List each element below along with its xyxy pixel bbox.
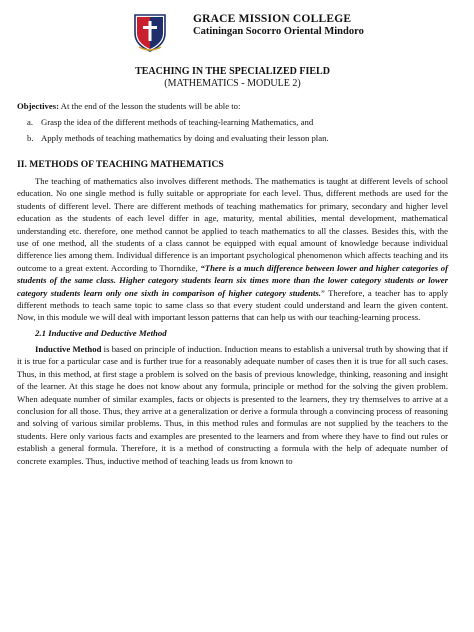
module-title-line1: TEACHING IN THE SPECIALIZED FIELD — [135, 66, 330, 77]
objective-item — [17, 116, 448, 129]
objective-marker: b. — [27, 133, 34, 143]
paragraph-text: The teaching of mathematics also involves different methods. The mathematics is taught at different levels of school education. No one single method is fully suitable or appropriate for each level. Thus, different methods are used for the students of different level. There are different methods of teaching mathematics for primary, secondary and higher level education as the students of each level differ in age, maturity, mental abilities, mental development, mathematical understanding etc. therefore, one method cannot be applied to teach mathematics to all the classes. Besides this, with the use of one method, all the students of a class cannot be equipped with equal amount of knowledge because individual difference lies among them. Individual difference is an important psychological phenomenon which affects teaching and its outcome to a great extent. According to Thorndike, — [17, 176, 448, 273]
objective-text: Apply methods of teaching mathematics by doing and evaluating their lesson plan. — [41, 133, 329, 143]
objectives-intro-text: At the end of the lesson the students will be able to: — [58, 101, 241, 111]
objectives-label: Objectives: — [17, 101, 59, 111]
module-title — [17, 66, 448, 90]
thorndike-quote: “There is a much difference between lower and higher categories of students of the same class. Higher category students learn six times more than the lower category students or lower category students learn only one sixth in comparison of higher category students. — [17, 262, 448, 298]
body-paragraph — [17, 343, 448, 467]
body-paragraph — [17, 175, 448, 324]
college-location: Catiningan Socorro Oriental Mindoro — [193, 26, 364, 37]
page-header — [17, 0, 448, 56]
objective-text: Grasp the idea of the different methods of teaching-learning Mathematics, and — [41, 117, 314, 127]
college-name: GRACE MISSION COLLEGE — [193, 13, 352, 25]
objective-marker: a. — [27, 117, 34, 127]
section-heading: II. METHODS OF TEACHING MATHEMATICS — [17, 159, 224, 170]
objectives-intro — [17, 100, 448, 113]
paragraph-text: is based on principle of induction. Induction means to establish a universal truth by showing that if it is true for a particular case and is further true for a reasonably adequate number of cases then it is true for all such cases. Thus, in this method, at first stage a problem is solved on the basis of previous knowledge, thinking, reasoning and insight of the learner. At this stage he does not know about any formula, principle or method for the solving the given problem. When adequate number of similar examples, facts or objects is presented to the learners, they try themselves to arrive at a conclusion for all those. Thus, they arrive at a generalization or derive a formula through a convincing process of reasoning and solving of various similar problems. Thus, in this method rules and formulas are not supplied by the teachers to the students. Here only various facts and examples are presented to the learners and from where they have to find out rules or establish a general formula. Therefore, it is a method of constructing a formula with the help of adequate number of concrete examples. Thus, inductive method of teaching leads us from known to — [17, 343, 448, 466]
subsection-heading: 2.1 Inductive and Deductive Method — [35, 327, 167, 338]
college-seal-icon — [131, 11, 169, 53]
college-info — [193, 13, 413, 38]
objective-item — [17, 132, 448, 145]
module-title-line2: (MATHEMATICS - MODULE 2) — [164, 78, 301, 89]
paragraph-text: ” Therefore, a teacher has to apply different methods to teach same topic to same class so that every student could understand and learn the given content. Now, in this module we will deal with important lesson patterns that can help us with our teaching-learning process. — [17, 287, 449, 323]
term-inductive-method: Inductive Method — [35, 343, 102, 354]
